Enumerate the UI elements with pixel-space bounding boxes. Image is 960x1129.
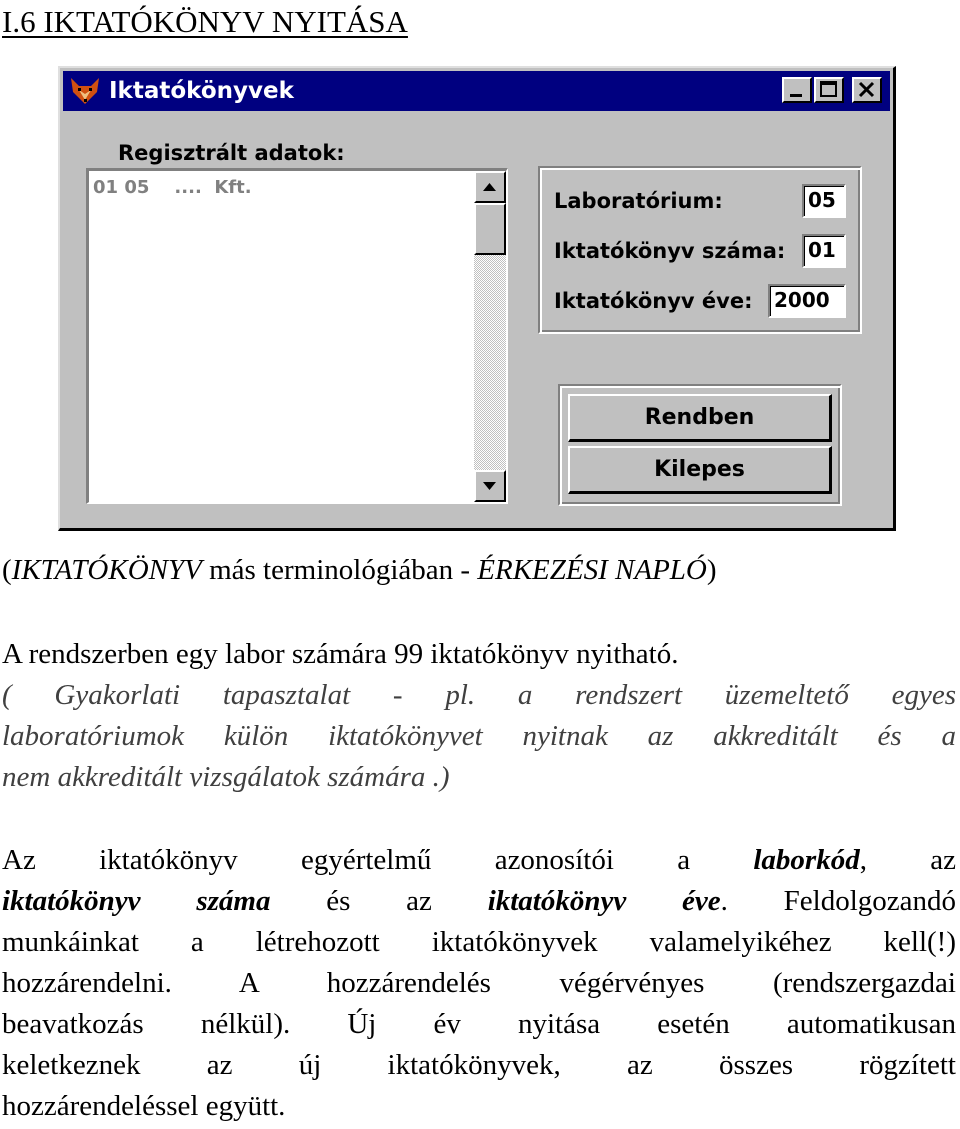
book-year-field[interactable]: 2000 xyxy=(768,284,846,318)
minimize-button[interactable] xyxy=(782,77,812,103)
page-heading: I.6 IKTATÓKÖNYV NYITÁSA xyxy=(2,4,408,39)
registered-data-list[interactable] xyxy=(86,168,508,504)
caption xyxy=(2,550,956,591)
para2-line: beavatkozás nélkül). Új év nyitása esetén automatikusan xyxy=(2,1008,956,1040)
para1-line: A rendszerben egy labor számára 99 iktatókönyv nyitható. xyxy=(2,638,679,670)
para2-line: keletkeznek az új iktatókönyvek, az összes rögzített xyxy=(2,1049,956,1081)
window-titlebar[interactable] xyxy=(63,71,890,111)
arrow-up-icon xyxy=(482,180,498,194)
laboratory-label: Laboratórium: xyxy=(554,189,723,213)
para2-line: Az iktatókönyv egyértelmű azonosítói a laborkód, az xyxy=(2,844,956,876)
close-button[interactable] xyxy=(852,77,882,103)
book-settings-group xyxy=(538,166,862,334)
list-item[interactable]: 01 05 .... Kft. xyxy=(93,177,252,198)
scroll-up-button[interactable] xyxy=(474,171,506,203)
registered-data-label: Regisztrált adatok: xyxy=(118,141,345,165)
exit-button[interactable]: Kilepes xyxy=(568,446,832,494)
caption-open: ( xyxy=(2,554,12,586)
scroll-down-button[interactable] xyxy=(474,470,506,502)
close-icon xyxy=(854,79,880,101)
laboratory-field[interactable]: 05 xyxy=(802,184,846,218)
caption-term: IKTATÓKÖNYV xyxy=(11,554,202,586)
para1-line: nem akkreditált vizsgálatok számára .) xyxy=(2,761,450,793)
para1-line: ( Gyakorlati tapasztalat - pl. a rendszert üzemeltető egyes xyxy=(2,679,956,711)
vertical-scrollbar[interactable] xyxy=(474,171,506,502)
scrollbar-thumb[interactable] xyxy=(474,203,506,255)
book-year-label: Iktatókönyv éve: xyxy=(554,289,753,313)
maximize-button[interactable] xyxy=(814,77,844,103)
caption-alt: ÉRKEZÉSI NAPLÓ xyxy=(477,554,707,586)
fox-app-icon[interactable] xyxy=(69,76,101,106)
para2-line: munkáinkat a létrehozott iktatókönyvek valamelyikéhez kell(!) xyxy=(2,926,956,958)
para2-line: iktatókönyv száma és az iktatókönyv éve. Feldolgozandó xyxy=(2,885,957,917)
para2-line: hozzárendeléssel együtt. xyxy=(2,1090,286,1122)
caption-close: ) xyxy=(706,554,717,586)
ok-button[interactable]: Rendben xyxy=(568,394,832,442)
window-title: Iktatókönyvek xyxy=(109,78,294,104)
arrow-down-icon xyxy=(482,479,498,493)
maximize-icon xyxy=(816,79,842,101)
book-number-label: Iktatókönyv száma: xyxy=(554,239,786,263)
para2-line: hozzárendelni. A hozzárendelés végérvényes (rendszergazdai xyxy=(2,967,956,999)
book-number-field[interactable]: 01 xyxy=(802,234,846,268)
para1-line: laboratóriumok külön iktatókönyvet nyitnak az akkreditált és a xyxy=(2,720,956,752)
action-buttons-group xyxy=(558,384,842,506)
iktatokonyvek-window xyxy=(58,66,896,531)
minimize-icon xyxy=(784,79,810,101)
caption-middle: más terminológiában - xyxy=(201,554,478,586)
